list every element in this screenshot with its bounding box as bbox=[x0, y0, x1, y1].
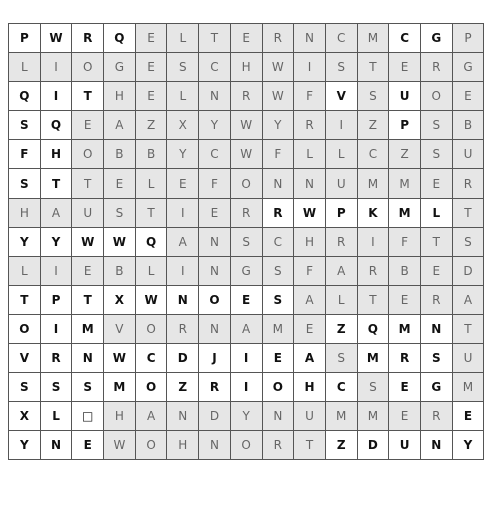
grid-cell[interactable]: C bbox=[199, 53, 231, 82]
grid-cell[interactable]: S bbox=[357, 373, 389, 402]
grid-cell[interactable]: C bbox=[262, 227, 294, 256]
grid-cell[interactable]: X bbox=[9, 402, 41, 431]
grid-cell[interactable]: A bbox=[40, 198, 72, 227]
grid-row bbox=[9, 402, 484, 431]
grid-cell[interactable]: D bbox=[167, 344, 199, 373]
grid-cell[interactable]: G bbox=[420, 24, 452, 53]
grid-cell[interactable]: A bbox=[167, 227, 199, 256]
grid-cell[interactable]: J bbox=[199, 344, 231, 373]
grid-cell[interactable]: M bbox=[389, 198, 421, 227]
grid-cell[interactable]: E bbox=[452, 82, 484, 111]
grid-row bbox=[9, 198, 484, 227]
grid-cell[interactable]: N bbox=[262, 169, 294, 198]
grid-cell[interactable]: N bbox=[262, 402, 294, 431]
grid-cell[interactable]: Z bbox=[325, 431, 357, 460]
grid-cell[interactable]: C bbox=[199, 140, 231, 169]
grid-cell[interactable]: R bbox=[230, 198, 262, 227]
grid-cell[interactable]: X bbox=[167, 111, 199, 140]
grid-cell[interactable]: T bbox=[294, 431, 326, 460]
grid-cell[interactable]: R bbox=[420, 285, 452, 314]
grid-cell[interactable]: B bbox=[104, 256, 136, 285]
grid-cell[interactable]: U bbox=[452, 344, 484, 373]
grid-cell[interactable]: R bbox=[420, 53, 452, 82]
grid-cell[interactable]: L bbox=[294, 140, 326, 169]
grid-cell[interactable]: T bbox=[72, 285, 104, 314]
grid-cell[interactable]: S bbox=[325, 53, 357, 82]
grid-cell[interactable]: H bbox=[104, 402, 136, 431]
grid-cell[interactable]: H bbox=[294, 373, 326, 402]
grid-row bbox=[9, 373, 484, 402]
grid-cell[interactable]: E bbox=[389, 373, 421, 402]
grid-cell[interactable]: I bbox=[40, 53, 72, 82]
grid-cell[interactable]: M bbox=[357, 402, 389, 431]
grid-cell[interactable]: Q bbox=[104, 24, 136, 53]
grid-cell[interactable]: T bbox=[135, 198, 167, 227]
grid-cell[interactable]: N bbox=[167, 402, 199, 431]
grid-cell[interactable]: U bbox=[389, 82, 421, 111]
grid-cell[interactable]: Z bbox=[389, 140, 421, 169]
grid-cell[interactable]: L bbox=[9, 53, 41, 82]
grid-cell[interactable]: S bbox=[9, 169, 41, 198]
grid-cell[interactable]: H bbox=[9, 198, 41, 227]
grid-cell[interactable]: N bbox=[420, 431, 452, 460]
grid-cell[interactable]: N bbox=[40, 431, 72, 460]
grid-cell[interactable]: X bbox=[104, 285, 136, 314]
grid-cell[interactable]: M bbox=[357, 24, 389, 53]
grid-cell[interactable]: L bbox=[167, 24, 199, 53]
grid-cell[interactable]: W bbox=[104, 344, 136, 373]
grid-cell[interactable]: Y bbox=[262, 111, 294, 140]
grid-cell[interactable]: Y bbox=[199, 111, 231, 140]
grid-cell[interactable]: T bbox=[357, 53, 389, 82]
grid-cell[interactable]: M bbox=[262, 314, 294, 343]
grid-cell[interactable]: A bbox=[452, 285, 484, 314]
grid-row bbox=[9, 431, 484, 460]
grid-cell[interactable]: A bbox=[230, 314, 262, 343]
grid-cell[interactable]: U bbox=[294, 402, 326, 431]
grid-cell[interactable]: L bbox=[420, 198, 452, 227]
grid-cell[interactable]: S bbox=[40, 373, 72, 402]
grid-cell[interactable]: S bbox=[357, 82, 389, 111]
grid-cell[interactable]: C bbox=[389, 24, 421, 53]
grid-cell[interactable]: O bbox=[420, 82, 452, 111]
grid-cell[interactable]: E bbox=[389, 53, 421, 82]
grid-cell[interactable]: S bbox=[420, 344, 452, 373]
grid-cell[interactable]: A bbox=[135, 402, 167, 431]
grid-cell[interactable]: R bbox=[262, 431, 294, 460]
grid-cell[interactable]: E bbox=[135, 82, 167, 111]
grid-row bbox=[9, 53, 484, 82]
grid-cell[interactable]: L bbox=[325, 285, 357, 314]
grid-cell[interactable]: T bbox=[40, 169, 72, 198]
grid-cell[interactable]: F bbox=[389, 227, 421, 256]
grid-cell[interactable]: G bbox=[230, 256, 262, 285]
grid-cell[interactable]: I bbox=[40, 314, 72, 343]
grid-cell[interactable]: R bbox=[40, 344, 72, 373]
grid-cell[interactable]: I bbox=[230, 373, 262, 402]
grid-cell[interactable]: T bbox=[357, 285, 389, 314]
grid-cell[interactable]: I bbox=[294, 53, 326, 82]
grid-cell[interactable]: M bbox=[357, 344, 389, 373]
grid-cell[interactable]: E bbox=[230, 285, 262, 314]
grid-cell[interactable]: M bbox=[104, 373, 136, 402]
grid-cell[interactable]: F bbox=[9, 140, 41, 169]
grid-cell[interactable]: N bbox=[199, 431, 231, 460]
grid-cell[interactable]: G bbox=[452, 53, 484, 82]
grid-cell[interactable]: B bbox=[389, 256, 421, 285]
grid-cell[interactable]: M bbox=[452, 373, 484, 402]
grid-cell[interactable]: R bbox=[262, 198, 294, 227]
grid-cell[interactable]: C bbox=[135, 344, 167, 373]
grid-cell[interactable]: R bbox=[389, 344, 421, 373]
grid-cell[interactable]: H bbox=[104, 82, 136, 111]
grid-cell[interactable]: T bbox=[9, 285, 41, 314]
grid-cell[interactable]: S bbox=[452, 227, 484, 256]
grid-cell[interactable]: Y bbox=[452, 431, 484, 460]
grid-cell[interactable]: U bbox=[452, 140, 484, 169]
grid-cell[interactable]: W bbox=[72, 227, 104, 256]
grid-cell[interactable]: W bbox=[104, 227, 136, 256]
grid-cell[interactable]: T bbox=[72, 82, 104, 111]
grid-cell[interactable]: D bbox=[357, 431, 389, 460]
grid-cell[interactable]: N bbox=[420, 314, 452, 343]
grid-cell[interactable]: U bbox=[72, 198, 104, 227]
grid-cell[interactable]: S bbox=[9, 111, 41, 140]
grid-cell[interactable]: T bbox=[452, 314, 484, 343]
grid-cell[interactable]: P bbox=[389, 111, 421, 140]
grid-cell[interactable]: S bbox=[104, 198, 136, 227]
grid-row bbox=[9, 24, 484, 53]
grid-cell[interactable]: W bbox=[262, 53, 294, 82]
grid-cell[interactable]: E bbox=[72, 431, 104, 460]
word-search-body bbox=[9, 24, 484, 460]
grid-cell[interactable]: S bbox=[420, 111, 452, 140]
grid-cell[interactable]: E bbox=[262, 344, 294, 373]
grid-cell[interactable]: E bbox=[420, 256, 452, 285]
grid-cell[interactable]: R bbox=[294, 111, 326, 140]
grid-cell[interactable]: G bbox=[420, 373, 452, 402]
grid-cell[interactable]: A bbox=[294, 344, 326, 373]
grid-cell[interactable]: T bbox=[420, 227, 452, 256]
grid-cell[interactable]: L bbox=[167, 82, 199, 111]
grid-cell[interactable]: L bbox=[135, 256, 167, 285]
grid-cell[interactable]: N bbox=[294, 169, 326, 198]
grid-row bbox=[9, 314, 484, 343]
grid-cell[interactable]: N bbox=[294, 24, 326, 53]
grid-cell[interactable]: Q bbox=[357, 314, 389, 343]
grid-cell[interactable]: I bbox=[167, 256, 199, 285]
grid-cell[interactable]: O bbox=[199, 285, 231, 314]
grid-cell[interactable]: P bbox=[452, 24, 484, 53]
grid-cell[interactable]: R bbox=[230, 82, 262, 111]
grid-cell[interactable]: S bbox=[262, 285, 294, 314]
grid-cell[interactable]: H bbox=[230, 53, 262, 82]
grid-cell[interactable]: H bbox=[167, 431, 199, 460]
grid-cell[interactable]: E bbox=[294, 314, 326, 343]
grid-cell[interactable]: I bbox=[167, 198, 199, 227]
grid-cell[interactable]: W bbox=[40, 24, 72, 53]
grid-cell[interactable]: N bbox=[199, 256, 231, 285]
grid-cell[interactable]: A bbox=[325, 256, 357, 285]
grid-cell[interactable]: S bbox=[325, 344, 357, 373]
grid-cell[interactable]: M bbox=[357, 169, 389, 198]
grid-cell[interactable]: F bbox=[199, 169, 231, 198]
grid-cell[interactable]: Q bbox=[135, 227, 167, 256]
grid-cell[interactable]: R bbox=[357, 256, 389, 285]
grid-cell[interactable]: Z bbox=[357, 111, 389, 140]
grid-row bbox=[9, 169, 484, 198]
grid-cell[interactable]: S bbox=[72, 373, 104, 402]
grid-cell[interactable]: S bbox=[420, 140, 452, 169]
grid-cell[interactable]: I bbox=[325, 111, 357, 140]
grid-cell[interactable]: T bbox=[72, 169, 104, 198]
grid-cell[interactable]: M bbox=[72, 314, 104, 343]
grid-row bbox=[9, 285, 484, 314]
grid-cell[interactable]: L bbox=[9, 256, 41, 285]
grid-cell[interactable]: P bbox=[9, 24, 41, 53]
grid-cell[interactable]: S bbox=[262, 256, 294, 285]
grid-cell[interactable]: Y bbox=[167, 140, 199, 169]
grid-cell[interactable]: P bbox=[325, 198, 357, 227]
grid-row bbox=[9, 82, 484, 111]
grid-cell[interactable]: N bbox=[72, 344, 104, 373]
grid-cell[interactable]: A bbox=[104, 111, 136, 140]
grid-cell[interactable]: W bbox=[262, 82, 294, 111]
grid-cell[interactable]: M bbox=[389, 169, 421, 198]
grid-cell[interactable]: R bbox=[199, 373, 231, 402]
grid-cell[interactable]: R bbox=[262, 24, 294, 53]
grid-cell[interactable]: Y bbox=[9, 431, 41, 460]
grid-cell[interactable]: I bbox=[40, 82, 72, 111]
grid-cell[interactable]: W bbox=[294, 198, 326, 227]
grid-cell[interactable]: E bbox=[389, 285, 421, 314]
grid-cell[interactable]: E bbox=[199, 198, 231, 227]
grid-cell[interactable]: E bbox=[104, 169, 136, 198]
grid-cell[interactable]: R bbox=[325, 227, 357, 256]
grid-cell[interactable]: Q bbox=[9, 82, 41, 111]
grid-cell[interactable]: I bbox=[40, 256, 72, 285]
grid-cell[interactable]: F bbox=[294, 82, 326, 111]
grid-cell[interactable]: R bbox=[420, 402, 452, 431]
grid-cell[interactable]: Q bbox=[40, 111, 72, 140]
grid-cell[interactable]: Z bbox=[325, 314, 357, 343]
grid-cell[interactable]: C bbox=[325, 24, 357, 53]
grid-cell[interactable]: O bbox=[230, 169, 262, 198]
grid-cell[interactable]: V bbox=[9, 344, 41, 373]
grid-cell[interactable]: B bbox=[452, 111, 484, 140]
grid-cell[interactable]: W bbox=[230, 140, 262, 169]
grid-cell[interactable]: O bbox=[9, 314, 41, 343]
grid-cell[interactable]: O bbox=[135, 314, 167, 343]
grid-cell[interactable]: E bbox=[72, 256, 104, 285]
grid-cell[interactable]: O bbox=[135, 431, 167, 460]
grid-cell[interactable]: Z bbox=[135, 111, 167, 140]
grid-cell[interactable]: R bbox=[167, 314, 199, 343]
grid-cell[interactable]: E bbox=[135, 24, 167, 53]
grid-cell[interactable]: D bbox=[452, 256, 484, 285]
grid-cell[interactable]: □ bbox=[72, 402, 104, 431]
grid-cell[interactable]: C bbox=[357, 140, 389, 169]
grid-cell[interactable]: Y bbox=[230, 402, 262, 431]
grid-cell[interactable]: B bbox=[135, 140, 167, 169]
grid-cell[interactable]: O bbox=[135, 373, 167, 402]
grid-cell[interactable]: N bbox=[199, 314, 231, 343]
grid-cell[interactable]: V bbox=[325, 82, 357, 111]
grid-cell[interactable]: O bbox=[72, 140, 104, 169]
grid-cell[interactable]: P bbox=[40, 285, 72, 314]
grid-row bbox=[9, 227, 484, 256]
grid-cell[interactable]: U bbox=[325, 169, 357, 198]
grid-cell[interactable]: E bbox=[452, 402, 484, 431]
grid-cell[interactable]: C bbox=[325, 373, 357, 402]
grid-cell[interactable]: E bbox=[167, 169, 199, 198]
grid-cell[interactable]: U bbox=[389, 431, 421, 460]
grid-cell[interactable]: H bbox=[40, 140, 72, 169]
grid-cell[interactable]: S bbox=[167, 53, 199, 82]
grid-cell[interactable]: R bbox=[72, 24, 104, 53]
grid-cell[interactable]: L bbox=[325, 140, 357, 169]
grid-row bbox=[9, 344, 484, 373]
grid-cell[interactable]: R bbox=[452, 169, 484, 198]
grid-cell[interactable]: Y bbox=[40, 227, 72, 256]
grid-cell[interactable]: W bbox=[104, 431, 136, 460]
grid-row bbox=[9, 256, 484, 285]
grid-cell[interactable]: L bbox=[40, 402, 72, 431]
grid-cell[interactable]: D bbox=[199, 402, 231, 431]
grid-cell[interactable]: T bbox=[452, 198, 484, 227]
grid-cell[interactable]: M bbox=[325, 402, 357, 431]
grid-cell[interactable]: H bbox=[294, 227, 326, 256]
grid-cell[interactable]: I bbox=[230, 344, 262, 373]
grid-cell[interactable]: F bbox=[262, 140, 294, 169]
grid-cell[interactable]: E bbox=[389, 402, 421, 431]
grid-cell[interactable]: Z bbox=[167, 373, 199, 402]
grid-cell[interactable]: E bbox=[72, 111, 104, 140]
grid-cell[interactable]: L bbox=[135, 169, 167, 198]
grid-cell[interactable]: N bbox=[199, 227, 231, 256]
grid-cell[interactable]: F bbox=[294, 256, 326, 285]
grid-cell[interactable]: Y bbox=[9, 227, 41, 256]
grid-cell[interactable]: O bbox=[262, 373, 294, 402]
grid-cell[interactable]: N bbox=[167, 285, 199, 314]
grid-cell[interactable]: S bbox=[9, 373, 41, 402]
grid-cell[interactable]: E bbox=[420, 169, 452, 198]
grid-cell[interactable]: S bbox=[230, 227, 262, 256]
grid-cell[interactable]: O bbox=[72, 53, 104, 82]
word-search-grid bbox=[8, 23, 484, 460]
grid-cell[interactable]: B bbox=[104, 140, 136, 169]
grid-cell[interactable]: G bbox=[104, 53, 136, 82]
grid-row bbox=[9, 111, 484, 140]
grid-cell[interactable]: V bbox=[104, 314, 136, 343]
grid-cell[interactable]: N bbox=[199, 82, 231, 111]
grid-cell[interactable]: T bbox=[199, 24, 231, 53]
grid-cell[interactable]: K bbox=[357, 198, 389, 227]
grid-row bbox=[9, 140, 484, 169]
grid-cell[interactable]: W bbox=[230, 111, 262, 140]
grid-cell[interactable]: E bbox=[230, 24, 262, 53]
grid-cell[interactable]: W bbox=[135, 285, 167, 314]
grid-cell[interactable]: E bbox=[135, 53, 167, 82]
grid-cell[interactable]: M bbox=[389, 314, 421, 343]
grid-cell[interactable]: I bbox=[357, 227, 389, 256]
grid-cell[interactable]: O bbox=[230, 431, 262, 460]
grid-cell[interactable]: A bbox=[294, 285, 326, 314]
